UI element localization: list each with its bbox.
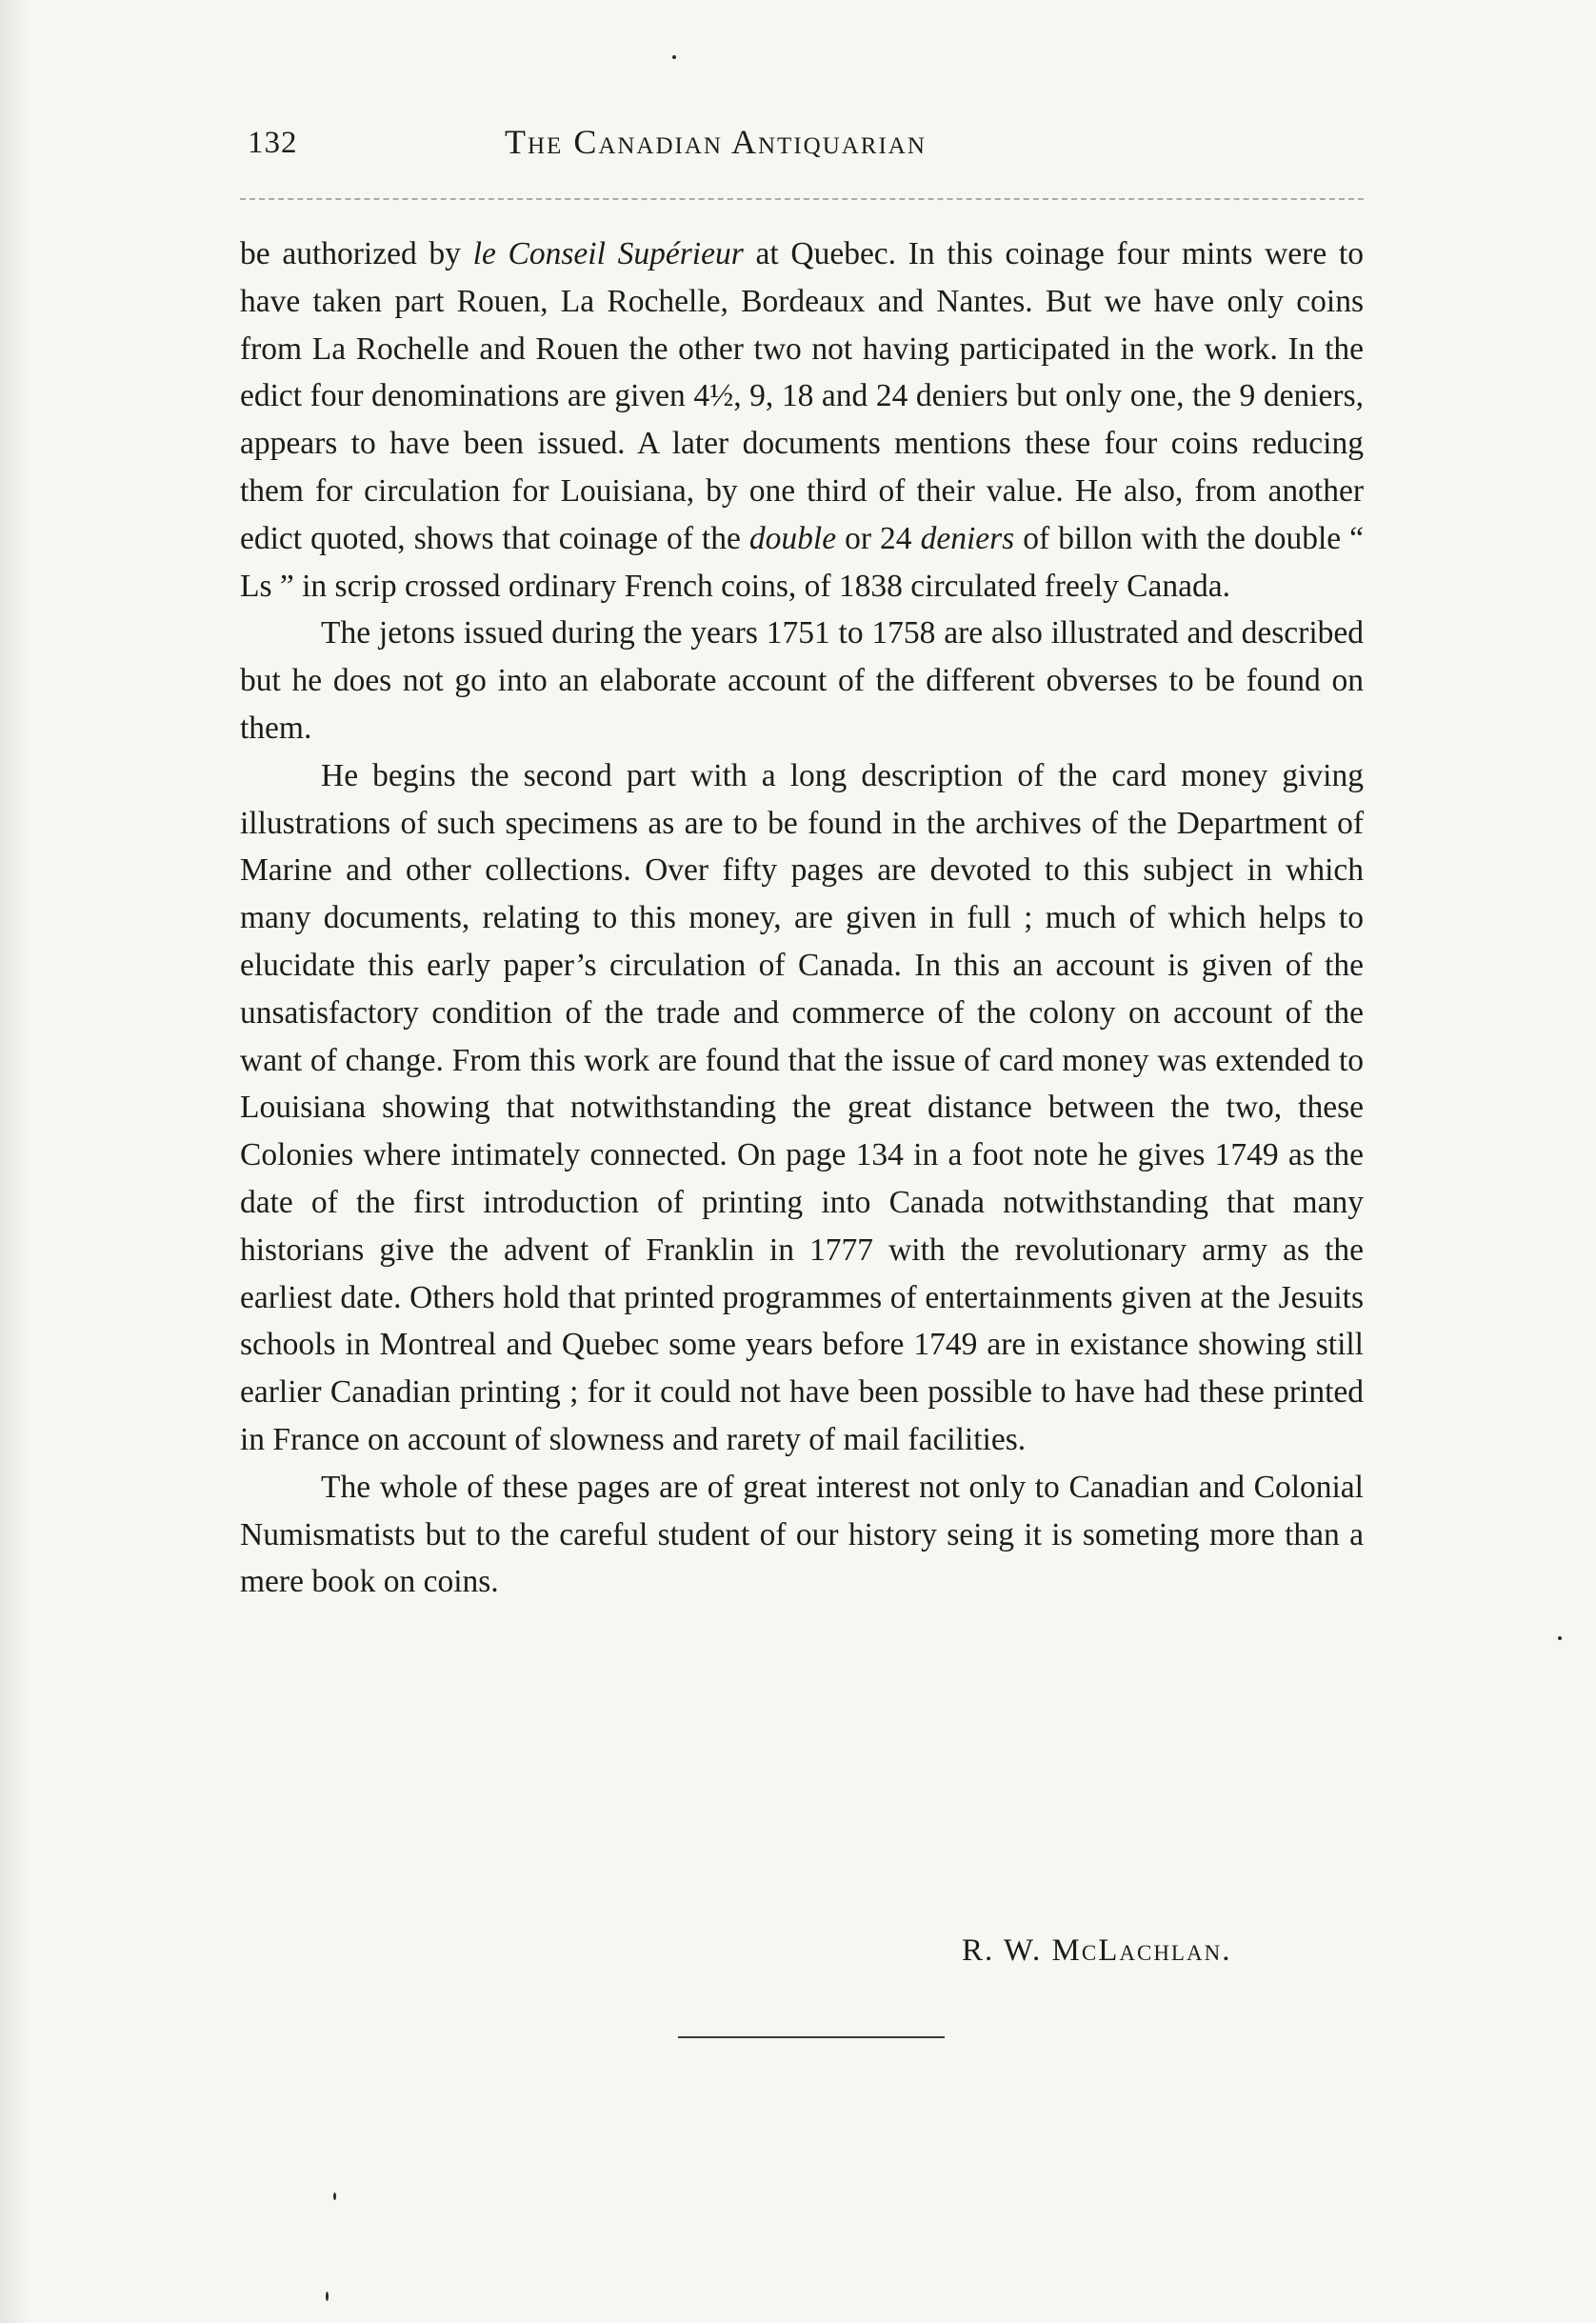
text-run: be authorized by [240, 236, 473, 271]
header-rule [240, 198, 1364, 200]
print-speck [1558, 1636, 1562, 1640]
text-run: of billon with the double “ Ls ” in scrip crossed ordinary French coins, of 1838 circulated freely Canada. [240, 520, 1365, 604]
article-body [240, 230, 1364, 1606]
print-speck [672, 55, 676, 59]
running-title: The Canadian Antiquarian [505, 123, 927, 161]
italic-run: double [748, 520, 837, 556]
text-run: or 24 [836, 520, 921, 556]
page-header [240, 120, 1364, 173]
paragraph-conclusion: The whole of these pages are of great interest not only to Canadian and Colonial Numismatists but to the careful student of our history seing it is someting more than a mere book on coins. [240, 1469, 1364, 1600]
italic-run: le Conseil Supérieur [472, 236, 744, 271]
page-gutter-shadow [0, 0, 29, 2323]
author-signature: R. W. McLachlan. [962, 1933, 1232, 1968]
print-speck [333, 2193, 336, 2200]
paragraph-jetons: The jetons issued during the years 1751 to 1758 are also illustrated and described but he does not go into an elaborate account of the different obverses to be found on them. [240, 615, 1364, 746]
paragraph-continuation [240, 230, 1364, 610]
text-run: at Quebec. In this coinage four mints were to have taken part Rouen, La Rochelle, Bordeaux and Nantes. But we have only coins from La Rochelle and Rouen the other two not having participated in the work. In the edict four denominations are given 4½, 9, 18 and 24 deniers but only one, the 9 deniers, appears to have been issued. A later documents mentions these four coins reducing them for circulation for Louisiana, by one third of their value. He also, from another edict quoted, shows that coinage of the [240, 236, 1364, 556]
print-speck [326, 2292, 329, 2301]
italic-run: deniers [920, 520, 1015, 556]
page-number: 132 [248, 126, 298, 160]
end-rule [678, 2036, 945, 2038]
paragraph-card-money: He begins the second part with a long description of the card money giving illustrations of such specimens as are to be found in the archives of the Department of Marine and other collections. Over fifty pages are devoted to this subject in which many documents, relating to this money, are given in full ; much of which helps to elucidate this early paper’s circulation of Canada. In this an account is given of the unsatisfactory condition of the trade and commerce of the colony on account of the want of change. From this work are found that the issue of card money was extended to Louisiana showing that notwithstanding the great distance between the two, these Colonies where intimately connected. On page 134 in a foot note he gives 1749 as the date of the first introduction of printing into Canada notwithstanding that many historians give the advent of Franklin in 1777 with the revolutionary army as the earliest date. Others hold that printed programmes of entertainments given at the Jesuits schools in Montreal and Quebec some years before 1749 are in existance showing still earlier Canadian printing ; for it could not have been possible to have had these printed in France on account of slowness and rarety of mail facilities. [240, 757, 1364, 1457]
